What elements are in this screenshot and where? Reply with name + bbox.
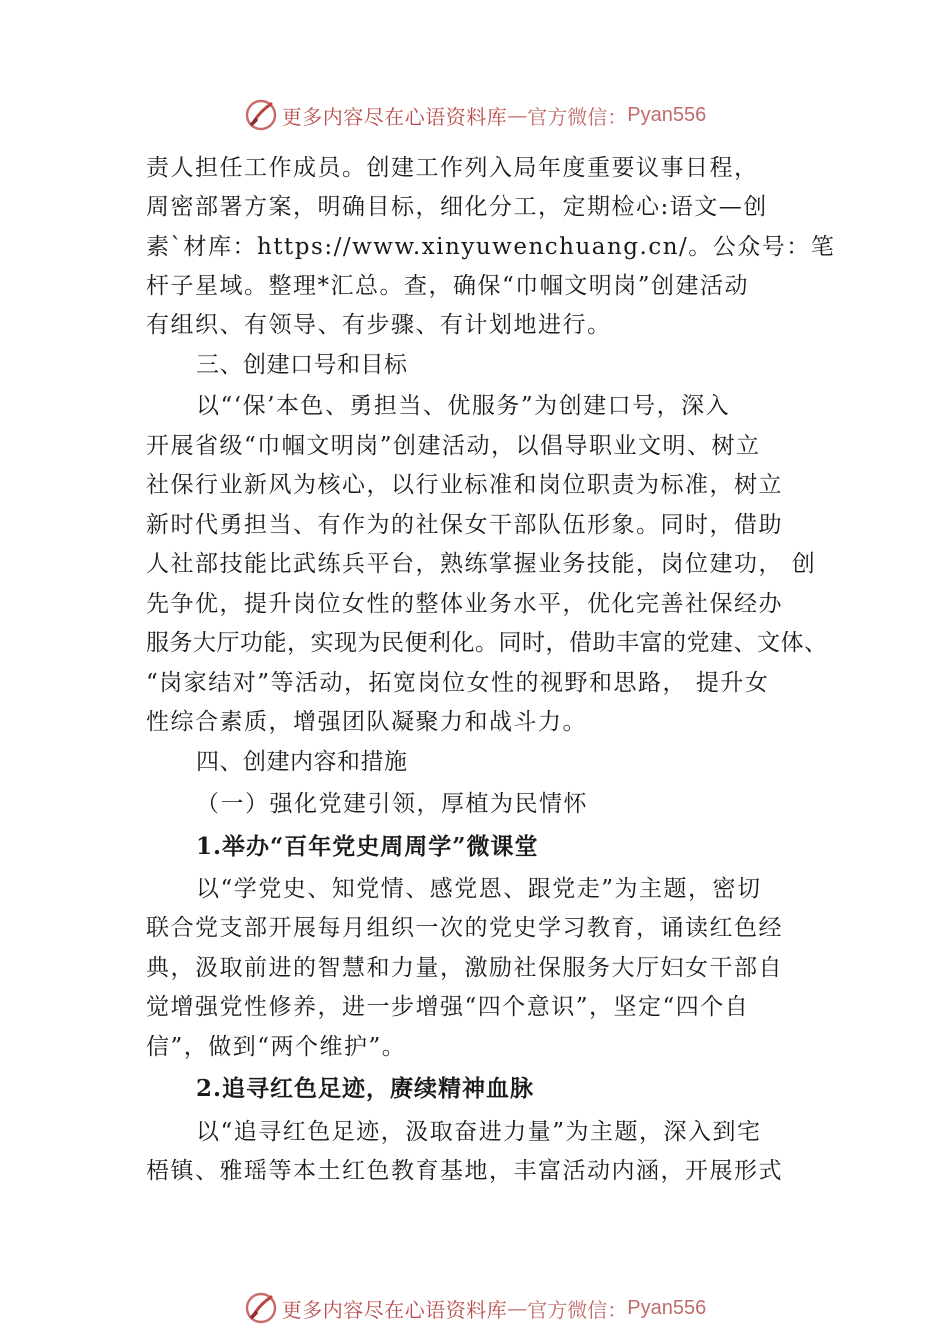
text-line: 有组织、有领导、有步骤、有计划地进行。 bbox=[146, 312, 612, 338]
text-line: 人社部技能比武练兵平台，熟练掌握业务技能，岗位建功， 创 bbox=[146, 551, 817, 577]
text-line: 以“‘保’本色、勇担当、优服务”为创建口号，深入 bbox=[196, 393, 731, 419]
text-line: 先争优，提升岗位女性的整体业务水平，优化完善社保经办 bbox=[146, 591, 783, 617]
brush-logo-icon bbox=[244, 1291, 278, 1325]
library-slogan: 更多内容尽在心语资料库 bbox=[281, 1297, 508, 1322]
text-line: 以“追寻红色足迹，汲取奋进力量”为主题，深入到宅 bbox=[196, 1119, 762, 1145]
subsection-heading: （一）强化党建引领，厚植为民情怀 bbox=[196, 791, 588, 817]
text-line: 觉增强党性修养，进一步增强“四个意识”，坚定“四个自 bbox=[146, 994, 750, 1020]
text-line: 责人担任工作成员。创建工作列入局年度重要议事日程， bbox=[146, 155, 759, 181]
text-line: 杆子星域。整理*汇总。查，确保“巾帼文明岗”创建活动 bbox=[146, 273, 750, 299]
footer-watermark-banner bbox=[0, 1288, 950, 1328]
section-heading-3: 三、创建口号和目标 bbox=[196, 352, 408, 378]
text-line: 典，汲取前进的智慧和力量，激励社保服务大厅妇女干部自 bbox=[146, 955, 783, 981]
wechat-id: Pyan556 bbox=[627, 1296, 707, 1319]
text-line: 信”，做到“两个维护”。 bbox=[146, 1034, 407, 1060]
section-heading-4: 四、创建内容和措施 bbox=[196, 749, 408, 775]
text-line: “岗家结对”等活动，拓宽岗位女性的视野和思路， 提升女 bbox=[146, 670, 770, 696]
wechat-id: Pyan556 bbox=[627, 103, 707, 126]
text-line: 周密部署方案，明确目标，细化分工，定期检心:语文—创 bbox=[146, 194, 768, 220]
item-heading-1: 1.举办“百年党史周周学”微课堂 bbox=[196, 833, 539, 860]
text-line: 开展省级“巾帼文明岗”创建活动，以倡导职业文明、树立 bbox=[146, 433, 761, 459]
text-line: 以“学党史、知党情、感党恩、跟党走”为主题，密切 bbox=[196, 876, 762, 902]
wechat-label: 官方微信： bbox=[527, 104, 628, 129]
text-line: 新时代勇担当、有作为的社保女干部队伍形象。同时，借助 bbox=[146, 512, 783, 538]
item-heading-2: 2.追寻红色足迹，赓续精神血脉 bbox=[196, 1075, 535, 1102]
text-line: 梧镇、雅瑶等本土红色教育基地，丰富活动内涵，开展形式 bbox=[146, 1158, 783, 1184]
header-watermark-banner bbox=[0, 95, 950, 135]
library-slogan: 更多内容尽在心语资料库 bbox=[281, 104, 508, 129]
brush-logo-icon bbox=[244, 98, 278, 132]
text-line: 联合党支部开展每月组织一次的党史学习教育，诵读红色经 bbox=[146, 915, 783, 941]
banner-dash: — bbox=[507, 1296, 528, 1320]
banner-dash: — bbox=[507, 103, 528, 127]
text-line: 性综合素质，增强团队凝聚力和战斗力。 bbox=[146, 709, 587, 735]
text-line: 服务大厅功能，实现为民便利化。同时，借助丰富的党建、文体、 bbox=[146, 630, 828, 656]
wechat-label: 官方微信： bbox=[527, 1297, 628, 1322]
text-line: 社保行业新风为核心，以行业标准和岗位职责为标准，树立 bbox=[146, 472, 783, 498]
text-line: 素`材库：https://www.xinyuwenchuang.cn/。公众号：笔 bbox=[146, 234, 836, 260]
